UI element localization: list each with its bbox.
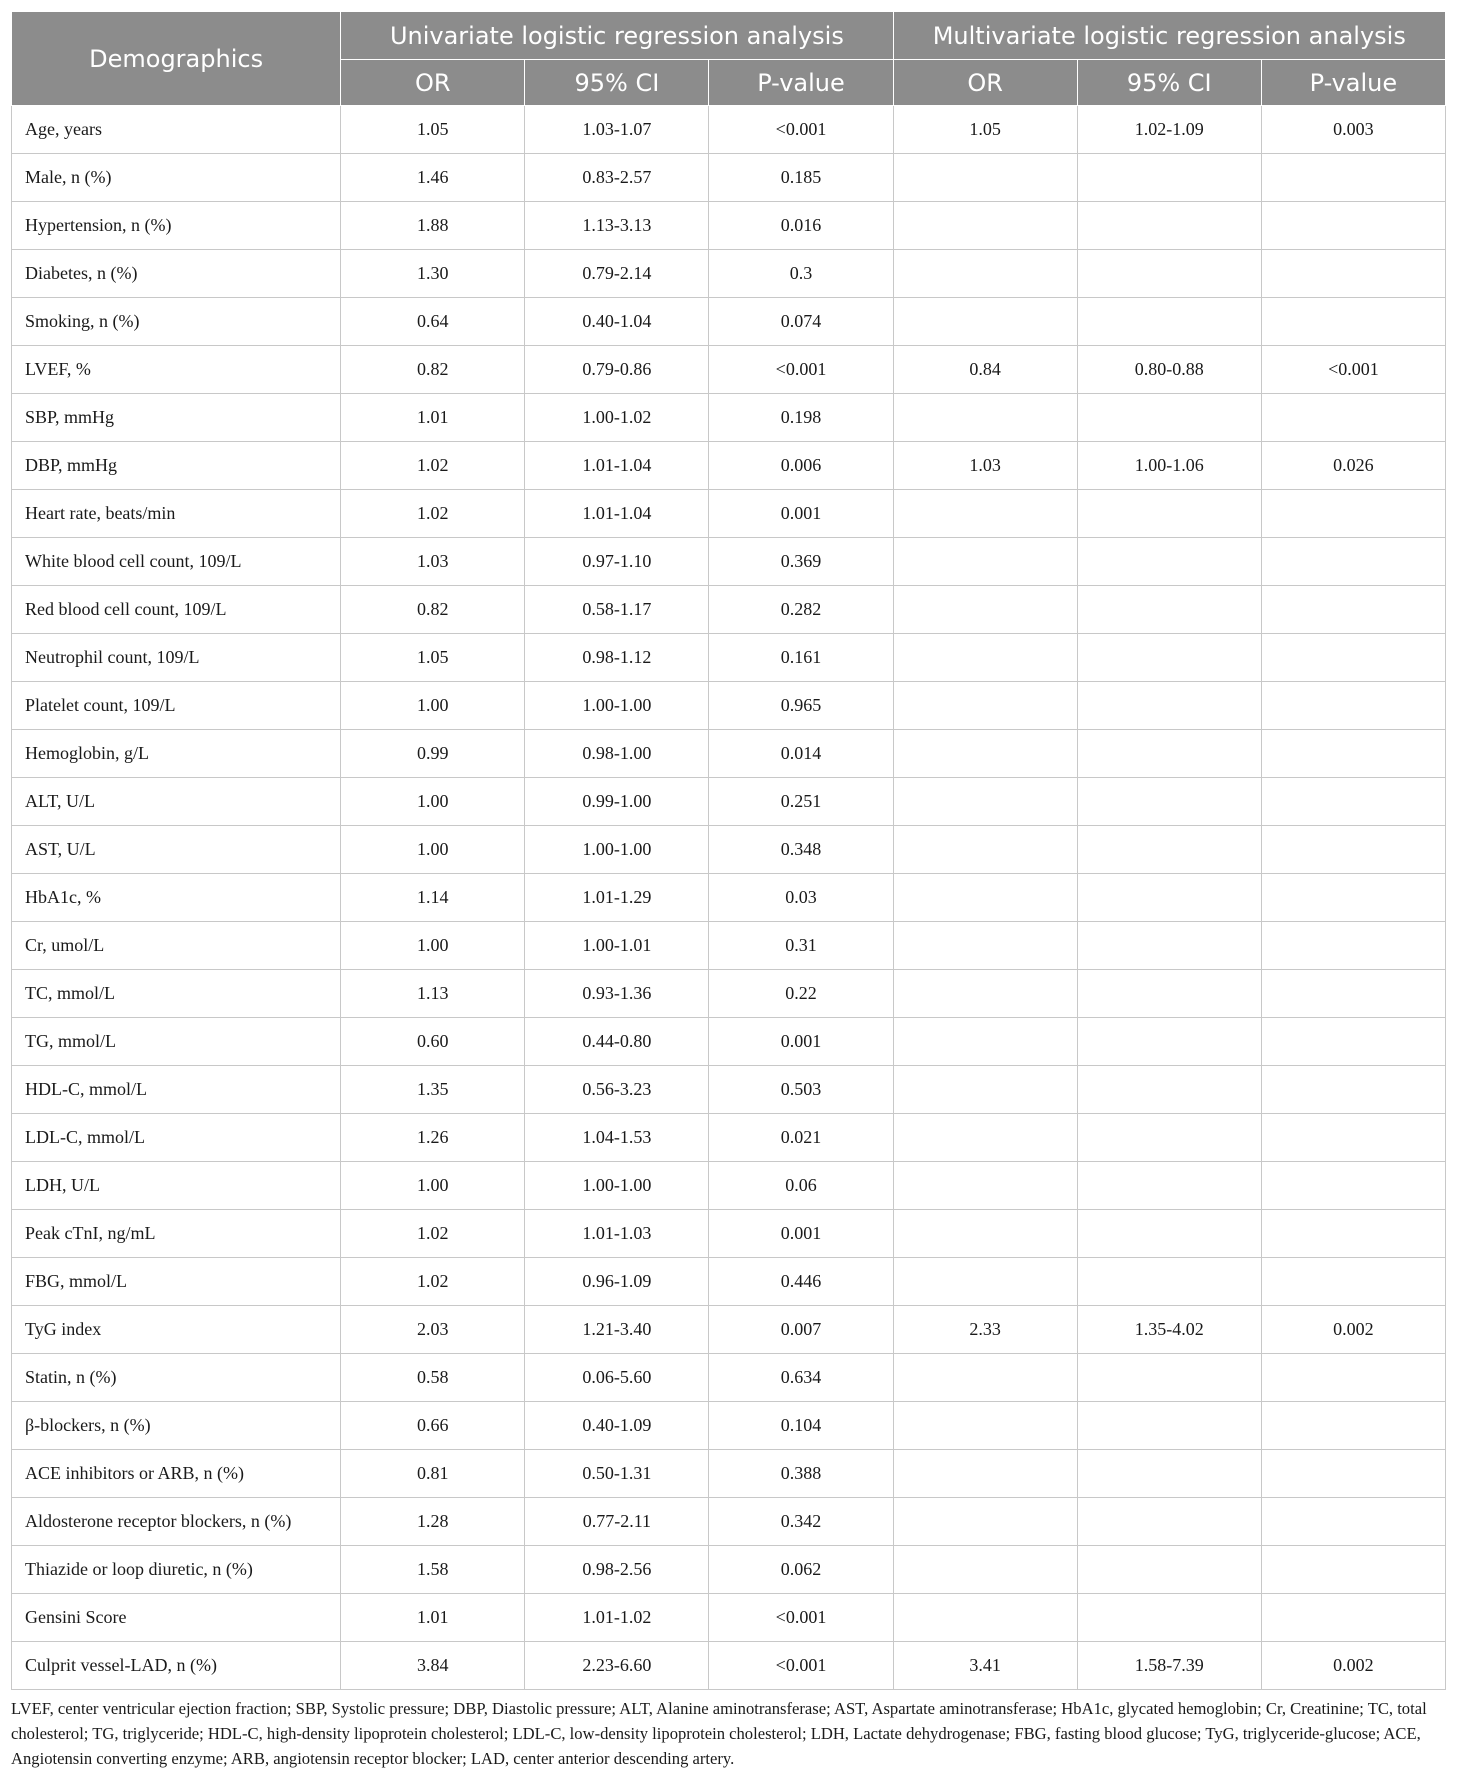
cell-row-label: Heart rate, beats/min — [12, 490, 341, 538]
table-row — [12, 634, 1446, 682]
header-uni-or: OR — [341, 60, 525, 106]
cell-multi-p — [1261, 1498, 1445, 1546]
table-row — [12, 922, 1446, 970]
cell-multi-ci — [1077, 970, 1261, 1018]
cell-uni-p: 0.342 — [709, 1498, 893, 1546]
cell-multi-or — [893, 1018, 1077, 1066]
cell-uni-or: 1.02 — [341, 1258, 525, 1306]
cell-multi-or: 3.41 — [893, 1642, 1077, 1690]
cell-uni-or: 0.99 — [341, 730, 525, 778]
cell-uni-ci: 0.06-5.60 — [525, 1354, 709, 1402]
cell-uni-p: 0.251 — [709, 778, 893, 826]
cell-uni-or: 1.02 — [341, 442, 525, 490]
cell-multi-or — [893, 730, 1077, 778]
header-multi-ci: 95% CI — [1077, 60, 1261, 106]
cell-uni-p: 0.31 — [709, 922, 893, 970]
cell-multi-p — [1261, 586, 1445, 634]
cell-multi-or — [893, 826, 1077, 874]
table-row — [12, 682, 1446, 730]
cell-multi-or — [893, 682, 1077, 730]
cell-multi-or — [893, 1066, 1077, 1114]
cell-uni-p: <0.001 — [709, 1642, 893, 1690]
cell-multi-or — [893, 1162, 1077, 1210]
cell-multi-p — [1261, 730, 1445, 778]
cell-uni-or: 1.02 — [341, 1210, 525, 1258]
table-row — [12, 298, 1446, 346]
cell-multi-p — [1261, 1066, 1445, 1114]
cell-uni-or: 1.14 — [341, 874, 525, 922]
header-demographics: Demographics — [12, 12, 341, 106]
table-footnote: LVEF, center ventricular ejection fraction; SBP, Systolic pressure; DBP, Diastolic pressure; ALT, Alanine aminotransferase; AST, Aspartate aminotransferase; HbA1c, glycated hemoglobin; Cr, Creatinine; TC, total cholesterol; TG, triglyceride; HDL-C, high-density lipoprotein cholesterol; LDL-C, low-density lipoprotein cholesterol; LDH, Lactate dehydrogenase; FBG, fasting blood glucose; TyG, triglyceride-glucose; ACE, Angiotensin converting enzyme; ARB, angiotensin receptor blocker; LAD, center anterior descending artery. — [11, 1699, 1427, 1768]
cell-multi-ci — [1077, 826, 1261, 874]
cell-multi-ci — [1077, 1354, 1261, 1402]
cell-multi-ci — [1077, 634, 1261, 682]
cell-row-label: HbA1c, % — [12, 874, 341, 922]
cell-row-label: Culprit vessel-LAD, n (%) — [12, 1642, 341, 1690]
cell-uni-p: 0.074 — [709, 298, 893, 346]
cell-uni-ci: 0.77-2.11 — [525, 1498, 709, 1546]
cell-uni-or: 0.82 — [341, 346, 525, 394]
cell-uni-ci: 1.03-1.07 — [525, 106, 709, 154]
cell-multi-p — [1261, 1258, 1445, 1306]
cell-row-label: Platelet count, 109/L — [12, 682, 341, 730]
cell-multi-or — [893, 490, 1077, 538]
cell-multi-p: 0.002 — [1261, 1306, 1445, 1354]
cell-uni-or: 1.03 — [341, 538, 525, 586]
table-row — [12, 586, 1446, 634]
cell-multi-p — [1261, 1354, 1445, 1402]
cell-multi-ci — [1077, 922, 1261, 970]
cell-multi-p: 0.002 — [1261, 1642, 1445, 1690]
table-row — [12, 442, 1446, 490]
table-row — [12, 346, 1446, 394]
cell-uni-or: 1.00 — [341, 1162, 525, 1210]
cell-multi-p — [1261, 1210, 1445, 1258]
cell-uni-p: 0.062 — [709, 1546, 893, 1594]
cell-uni-p: 0.007 — [709, 1306, 893, 1354]
cell-multi-p — [1261, 298, 1445, 346]
table-row — [12, 1354, 1446, 1402]
cell-uni-p: 0.388 — [709, 1450, 893, 1498]
cell-uni-or: 1.26 — [341, 1114, 525, 1162]
table-row — [12, 154, 1446, 202]
cell-uni-or: 1.35 — [341, 1066, 525, 1114]
cell-row-label: Thiazide or loop diuretic, n (%) — [12, 1546, 341, 1594]
cell-multi-p: 0.026 — [1261, 442, 1445, 490]
cell-multi-or — [893, 1210, 1077, 1258]
cell-multi-p — [1261, 778, 1445, 826]
table-row — [12, 1162, 1446, 1210]
cell-multi-ci — [1077, 202, 1261, 250]
cell-uni-ci: 1.21-3.40 — [525, 1306, 709, 1354]
cell-multi-ci — [1077, 538, 1261, 586]
cell-multi-p — [1261, 1402, 1445, 1450]
cell-multi-ci: 1.35-4.02 — [1077, 1306, 1261, 1354]
cell-multi-or — [893, 1546, 1077, 1594]
cell-row-label: Male, n (%) — [12, 154, 341, 202]
cell-row-label: White blood cell count, 109/L — [12, 538, 341, 586]
cell-multi-or: 1.05 — [893, 106, 1077, 154]
table-row — [12, 202, 1446, 250]
table-row — [12, 1498, 1446, 1546]
table-row — [12, 1066, 1446, 1114]
cell-uni-or: 1.00 — [341, 826, 525, 874]
cell-uni-or: 0.60 — [341, 1018, 525, 1066]
cell-uni-ci: 1.00-1.00 — [525, 826, 709, 874]
cell-row-label: TG, mmol/L — [12, 1018, 341, 1066]
cell-row-label: Hypertension, n (%) — [12, 202, 341, 250]
cell-uni-p: 0.22 — [709, 970, 893, 1018]
header-univariate: Univariate logistic regression analysis — [341, 12, 893, 60]
cell-uni-ci: 1.04-1.53 — [525, 1114, 709, 1162]
cell-row-label: FBG, mmol/L — [12, 1258, 341, 1306]
cell-multi-or — [893, 1450, 1077, 1498]
table-row — [12, 1402, 1446, 1450]
cell-multi-or: 1.03 — [893, 442, 1077, 490]
cell-multi-ci — [1077, 1546, 1261, 1594]
cell-multi-p — [1261, 538, 1445, 586]
cell-uni-ci: 0.56-3.23 — [525, 1066, 709, 1114]
cell-uni-or: 1.13 — [341, 970, 525, 1018]
cell-uni-ci: 0.79-0.86 — [525, 346, 709, 394]
cell-row-label: DBP, mmHg — [12, 442, 341, 490]
cell-uni-or: 3.84 — [341, 1642, 525, 1690]
cell-row-label: LDH, U/L — [12, 1162, 341, 1210]
cell-multi-p — [1261, 490, 1445, 538]
cell-multi-p — [1261, 1018, 1445, 1066]
header-multi-p: P-value — [1261, 60, 1445, 106]
cell-uni-ci: 0.79-2.14 — [525, 250, 709, 298]
cell-uni-or: 1.01 — [341, 1594, 525, 1642]
cell-multi-p — [1261, 826, 1445, 874]
table-row — [12, 250, 1446, 298]
cell-uni-or: 1.05 — [341, 106, 525, 154]
cell-multi-ci — [1077, 490, 1261, 538]
cell-row-label: SBP, mmHg — [12, 394, 341, 442]
table-row — [12, 1258, 1446, 1306]
cell-multi-or — [893, 538, 1077, 586]
cell-multi-p — [1261, 874, 1445, 922]
cell-row-label: Smoking, n (%) — [12, 298, 341, 346]
cell-multi-or — [893, 1354, 1077, 1402]
table-row — [12, 1114, 1446, 1162]
cell-row-label: TC, mmol/L — [12, 970, 341, 1018]
table-row — [12, 1546, 1446, 1594]
cell-uni-p: 0.001 — [709, 1018, 893, 1066]
cell-multi-ci — [1077, 298, 1261, 346]
cell-uni-p: 0.016 — [709, 202, 893, 250]
cell-multi-ci — [1077, 1210, 1261, 1258]
cell-multi-p — [1261, 1546, 1445, 1594]
cell-uni-p: 0.446 — [709, 1258, 893, 1306]
cell-multi-ci — [1077, 394, 1261, 442]
cell-uni-ci: 1.00-1.00 — [525, 1162, 709, 1210]
cell-multi-or — [893, 298, 1077, 346]
cell-uni-p: 0.503 — [709, 1066, 893, 1114]
cell-uni-p: 0.161 — [709, 634, 893, 682]
cell-uni-or: 1.05 — [341, 634, 525, 682]
cell-uni-p: 0.06 — [709, 1162, 893, 1210]
cell-multi-ci — [1077, 1066, 1261, 1114]
cell-uni-ci: 1.00-1.01 — [525, 922, 709, 970]
cell-uni-p: 0.014 — [709, 730, 893, 778]
header-uni-ci: 95% CI — [525, 60, 709, 106]
cell-uni-p: 0.001 — [709, 1210, 893, 1258]
cell-uni-or: 1.28 — [341, 1498, 525, 1546]
cell-uni-p: 0.185 — [709, 154, 893, 202]
cell-multi-or — [893, 250, 1077, 298]
cell-uni-ci: 1.00-1.02 — [525, 394, 709, 442]
cell-multi-or — [893, 874, 1077, 922]
cell-uni-ci: 0.93-1.36 — [525, 970, 709, 1018]
cell-uni-or: 1.88 — [341, 202, 525, 250]
cell-row-label: HDL-C, mmol/L — [12, 1066, 341, 1114]
cell-multi-or — [893, 154, 1077, 202]
cell-uni-ci: 1.00-1.00 — [525, 682, 709, 730]
cell-multi-ci — [1077, 1594, 1261, 1642]
cell-row-label: β-blockers, n (%) — [12, 1402, 341, 1450]
cell-multi-p — [1261, 634, 1445, 682]
cell-uni-ci: 0.44-0.80 — [525, 1018, 709, 1066]
cell-uni-ci: 1.01-1.29 — [525, 874, 709, 922]
table-row — [12, 538, 1446, 586]
table-row — [12, 394, 1446, 442]
cell-multi-ci — [1077, 874, 1261, 922]
table-row — [12, 106, 1446, 154]
table-row — [12, 1306, 1446, 1354]
cell-uni-or: 1.02 — [341, 490, 525, 538]
cell-multi-ci: 1.58-7.39 — [1077, 1642, 1261, 1690]
cell-uni-or: 0.66 — [341, 1402, 525, 1450]
cell-multi-ci — [1077, 1018, 1261, 1066]
cell-multi-ci — [1077, 1258, 1261, 1306]
cell-uni-or: 1.01 — [341, 394, 525, 442]
table-row — [12, 970, 1446, 1018]
table-row — [12, 1018, 1446, 1066]
cell-multi-or — [893, 970, 1077, 1018]
cell-uni-ci: 0.40-1.09 — [525, 1402, 709, 1450]
cell-multi-or — [893, 1402, 1077, 1450]
cell-uni-ci: 1.01-1.03 — [525, 1210, 709, 1258]
cell-uni-or: 1.00 — [341, 682, 525, 730]
cell-row-label: Gensini Score — [12, 1594, 341, 1642]
cell-multi-ci — [1077, 1114, 1261, 1162]
cell-uni-ci: 0.98-2.56 — [525, 1546, 709, 1594]
cell-row-label: AST, U/L — [12, 826, 341, 874]
cell-multi-or — [893, 778, 1077, 826]
cell-uni-ci: 2.23-6.60 — [525, 1642, 709, 1690]
cell-row-label: LVEF, % — [12, 346, 341, 394]
cell-multi-or — [893, 1258, 1077, 1306]
cell-uni-or: 1.00 — [341, 778, 525, 826]
cell-uni-or: 0.81 — [341, 1450, 525, 1498]
cell-multi-or: 2.33 — [893, 1306, 1077, 1354]
header-multi-or: OR — [893, 60, 1077, 106]
cell-row-label: Diabetes, n (%) — [12, 250, 341, 298]
cell-multi-or — [893, 634, 1077, 682]
cell-uni-ci: 0.58-1.17 — [525, 586, 709, 634]
cell-multi-p — [1261, 1450, 1445, 1498]
cell-multi-p — [1261, 970, 1445, 1018]
cell-uni-p: 0.369 — [709, 538, 893, 586]
table-body — [12, 106, 1446, 1690]
cell-uni-ci: 0.50-1.31 — [525, 1450, 709, 1498]
cell-uni-p: <0.001 — [709, 106, 893, 154]
cell-row-label: Red blood cell count, 109/L — [12, 586, 341, 634]
table-row — [12, 826, 1446, 874]
cell-multi-or — [893, 922, 1077, 970]
cell-uni-p: 0.198 — [709, 394, 893, 442]
cell-uni-p: 0.001 — [709, 490, 893, 538]
cell-uni-or: 1.00 — [341, 922, 525, 970]
cell-multi-p — [1261, 250, 1445, 298]
cell-uni-or: 0.58 — [341, 1354, 525, 1402]
cell-uni-p: 0.021 — [709, 1114, 893, 1162]
cell-uni-ci: 0.40-1.04 — [525, 298, 709, 346]
cell-uni-ci: 0.98-1.00 — [525, 730, 709, 778]
cell-uni-ci: 0.96-1.09 — [525, 1258, 709, 1306]
table-row — [12, 490, 1446, 538]
cell-uni-p: 0.282 — [709, 586, 893, 634]
cell-multi-p — [1261, 682, 1445, 730]
table-row — [12, 1594, 1446, 1642]
cell-uni-p: 0.104 — [709, 1402, 893, 1450]
cell-multi-p: <0.001 — [1261, 346, 1445, 394]
table-row — [12, 1642, 1446, 1690]
cell-uni-ci: 0.97-1.10 — [525, 538, 709, 586]
cell-uni-p: 0.3 — [709, 250, 893, 298]
cell-multi-or — [893, 586, 1077, 634]
header-multivariate: Multivariate logistic regression analysis — [893, 12, 1445, 60]
table-row — [12, 1210, 1446, 1258]
cell-uni-p: 0.006 — [709, 442, 893, 490]
cell-multi-ci: 1.02-1.09 — [1077, 106, 1261, 154]
cell-uni-ci: 1.01-1.04 — [525, 490, 709, 538]
cell-uni-ci: 0.99-1.00 — [525, 778, 709, 826]
cell-row-label: LDL-C, mmol/L — [12, 1114, 341, 1162]
cell-uni-ci: 1.01-1.02 — [525, 1594, 709, 1642]
cell-multi-ci — [1077, 1450, 1261, 1498]
cell-multi-or — [893, 1594, 1077, 1642]
cell-multi-ci — [1077, 1162, 1261, 1210]
cell-row-label: Peak cTnI, ng/mL — [12, 1210, 341, 1258]
cell-uni-or: 1.30 — [341, 250, 525, 298]
cell-row-label: ALT, U/L — [12, 778, 341, 826]
cell-multi-or: 0.84 — [893, 346, 1077, 394]
cell-multi-p — [1261, 922, 1445, 970]
regression-table — [11, 11, 1446, 1690]
cell-multi-ci — [1077, 250, 1261, 298]
cell-multi-or — [893, 1498, 1077, 1546]
cell-uni-or: 1.46 — [341, 154, 525, 202]
cell-uni-or: 0.82 — [341, 586, 525, 634]
cell-row-label: Neutrophil count, 109/L — [12, 634, 341, 682]
cell-multi-ci: 0.80-0.88 — [1077, 346, 1261, 394]
cell-multi-p — [1261, 1594, 1445, 1642]
cell-row-label: Aldosterone receptor blockers, n (%) — [12, 1498, 341, 1546]
document — [11, 11, 1446, 1771]
cell-multi-p — [1261, 394, 1445, 442]
cell-multi-ci — [1077, 778, 1261, 826]
cell-row-label: Age, years — [12, 106, 341, 154]
cell-row-label: Hemoglobin, g/L — [12, 730, 341, 778]
cell-uni-ci: 1.13-3.13 — [525, 202, 709, 250]
cell-uni-p: 0.634 — [709, 1354, 893, 1402]
cell-multi-ci — [1077, 1402, 1261, 1450]
cell-multi-ci — [1077, 730, 1261, 778]
header-uni-p: P-value — [709, 60, 893, 106]
cell-multi-ci: 1.00-1.06 — [1077, 442, 1261, 490]
table-row — [12, 778, 1446, 826]
table-row — [12, 874, 1446, 922]
cell-multi-p — [1261, 202, 1445, 250]
cell-uni-or: 2.03 — [341, 1306, 525, 1354]
cell-uni-p: <0.001 — [709, 1594, 893, 1642]
cell-multi-ci — [1077, 154, 1261, 202]
cell-uni-p: 0.965 — [709, 682, 893, 730]
cell-multi-p — [1261, 1114, 1445, 1162]
cell-multi-ci — [1077, 586, 1261, 634]
cell-multi-or — [893, 394, 1077, 442]
cell-uni-p: 0.03 — [709, 874, 893, 922]
cell-multi-ci — [1077, 1498, 1261, 1546]
table-row — [12, 730, 1446, 778]
cell-row-label: TyG index — [12, 1306, 341, 1354]
cell-multi-p: 0.003 — [1261, 106, 1445, 154]
cell-multi-p — [1261, 154, 1445, 202]
cell-uni-ci: 1.01-1.04 — [525, 442, 709, 490]
cell-uni-p: <0.001 — [709, 346, 893, 394]
table-row — [12, 1450, 1446, 1498]
cell-row-label: Cr, umol/L — [12, 922, 341, 970]
cell-row-label: ACE inhibitors or ARB, n (%) — [12, 1450, 341, 1498]
cell-row-label: Statin, n (%) — [12, 1354, 341, 1402]
cell-multi-or — [893, 1114, 1077, 1162]
cell-uni-or: 1.58 — [341, 1546, 525, 1594]
cell-multi-p — [1261, 1162, 1445, 1210]
cell-uni-ci: 0.83-2.57 — [525, 154, 709, 202]
cell-uni-or: 0.64 — [341, 298, 525, 346]
cell-uni-ci: 0.98-1.12 — [525, 634, 709, 682]
table-header — [12, 12, 1446, 106]
cell-multi-ci — [1077, 682, 1261, 730]
cell-multi-or — [893, 202, 1077, 250]
cell-uni-p: 0.348 — [709, 826, 893, 874]
